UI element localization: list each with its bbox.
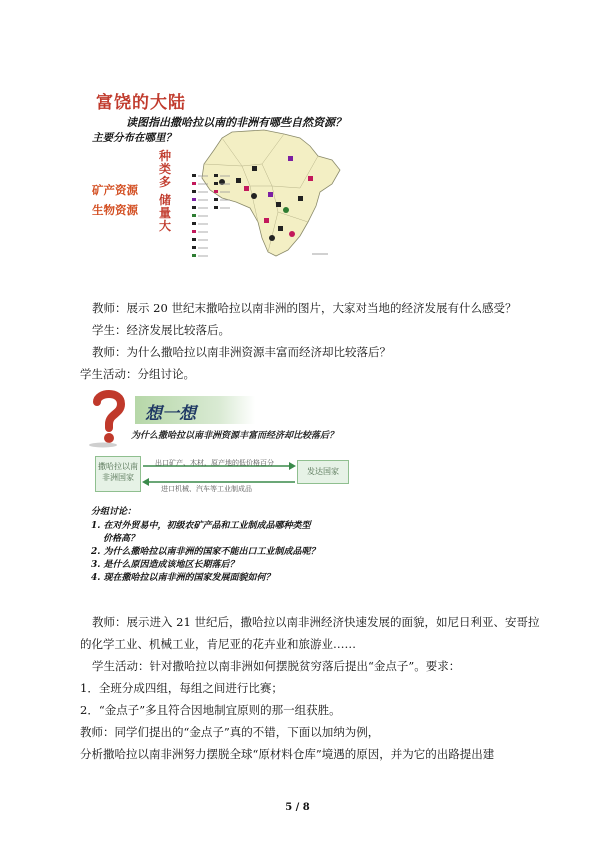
think-question: 为什么撒哈拉以南非洲资源丰富而经济却比较落后？ [131, 431, 339, 441]
slide-title: 富饶的大陆 [96, 93, 186, 113]
map-legend [190, 170, 234, 266]
discussion-item-3: 3. 是什么原因造成该地区长期落后？ [91, 560, 239, 570]
think-banner [135, 396, 255, 424]
paragraph-teacher-2: 教师：为什么撒哈拉以南非洲资源丰富而经济却比较落后？ [92, 345, 391, 359]
rule-item-2: 2．“金点子”多且符合因地制宜原则的那一组获胜。 [80, 703, 341, 717]
paragraph-teacher-4: 教师：同学们提出的“金点子”真的不错，下面以加纳为例， [80, 725, 380, 739]
distribution-question: 主要分布在哪里？ [92, 132, 176, 144]
discussion-item-4: 4. 现在撒哈拉以南非洲的国家发展面貌如何？ [91, 573, 275, 583]
paragraph-teacher-3a: 教师：展示进入 21 世纪后，撒哈拉以南非洲经济快速发展的面貌，如尼日利亚、安哥拉 [92, 615, 540, 629]
paragraph-student-1: 学生：经济发展比较落后。 [92, 323, 230, 337]
discussion-item-2: 2. 为什么撒哈拉以南非洲的国家不能出口工业制成品呢？ [91, 547, 320, 557]
paragraph-teacher-1: 教师：展示 20 世纪末撒哈拉以南非洲的图片，大家对当地的经济发展有什么感受？ [92, 301, 517, 315]
paragraph-student-activity-2: 学生活动：针对撒哈拉以南非洲如何摆脱贫穷落后提出“金点子”。要求： [92, 659, 461, 673]
box-developed-countries: 发达国家 [297, 460, 349, 484]
feature-reserves: 储量大 [158, 193, 171, 233]
slide-think [85, 388, 385, 586]
export-arrow-label: 出口矿产、木材，原产地的低价格百分 [155, 459, 274, 467]
slide-question: 读图指出撒哈拉以南的非洲有哪些自然资源？ [126, 116, 346, 129]
question-mark-icon [85, 388, 133, 448]
discussion-item-1-cont: 价格高？ [103, 534, 140, 544]
paragraph-teacher-3b: 的化学工业、机械工业，肯尼亚的花卉业和旅游业…… [80, 637, 356, 651]
discussion-title: 分组讨论： [91, 507, 137, 517]
resource-mineral: 矿产资源 [92, 183, 138, 197]
feature-variety: 种类多 [158, 149, 171, 189]
resource-bio: 生物资源 [92, 203, 138, 217]
paragraph-teacher-5: 分析撒哈拉以南非洲努力摆脱全球“原材料仓库”境遇的原因，并为它的出路提出建 [80, 747, 495, 761]
think-title: 想一想 [145, 404, 196, 424]
rule-item-1: 1．全班分成四组，每组之间进行比赛； [80, 681, 283, 695]
paragraph-student-activity-1: 学生活动：分组讨论。 [80, 367, 195, 381]
page-number: 5 / 8 [285, 802, 310, 813]
discussion-item-1: 1. 在对外贸易中，初级农矿产品和工业制成品哪种类型 [91, 521, 311, 531]
import-arrow-label: 进口机械、汽车等工业制成品 [161, 485, 252, 493]
box-africa-countries: 撒哈拉以南非洲国家 [95, 456, 141, 492]
slide-rich-continent [88, 78, 350, 268]
